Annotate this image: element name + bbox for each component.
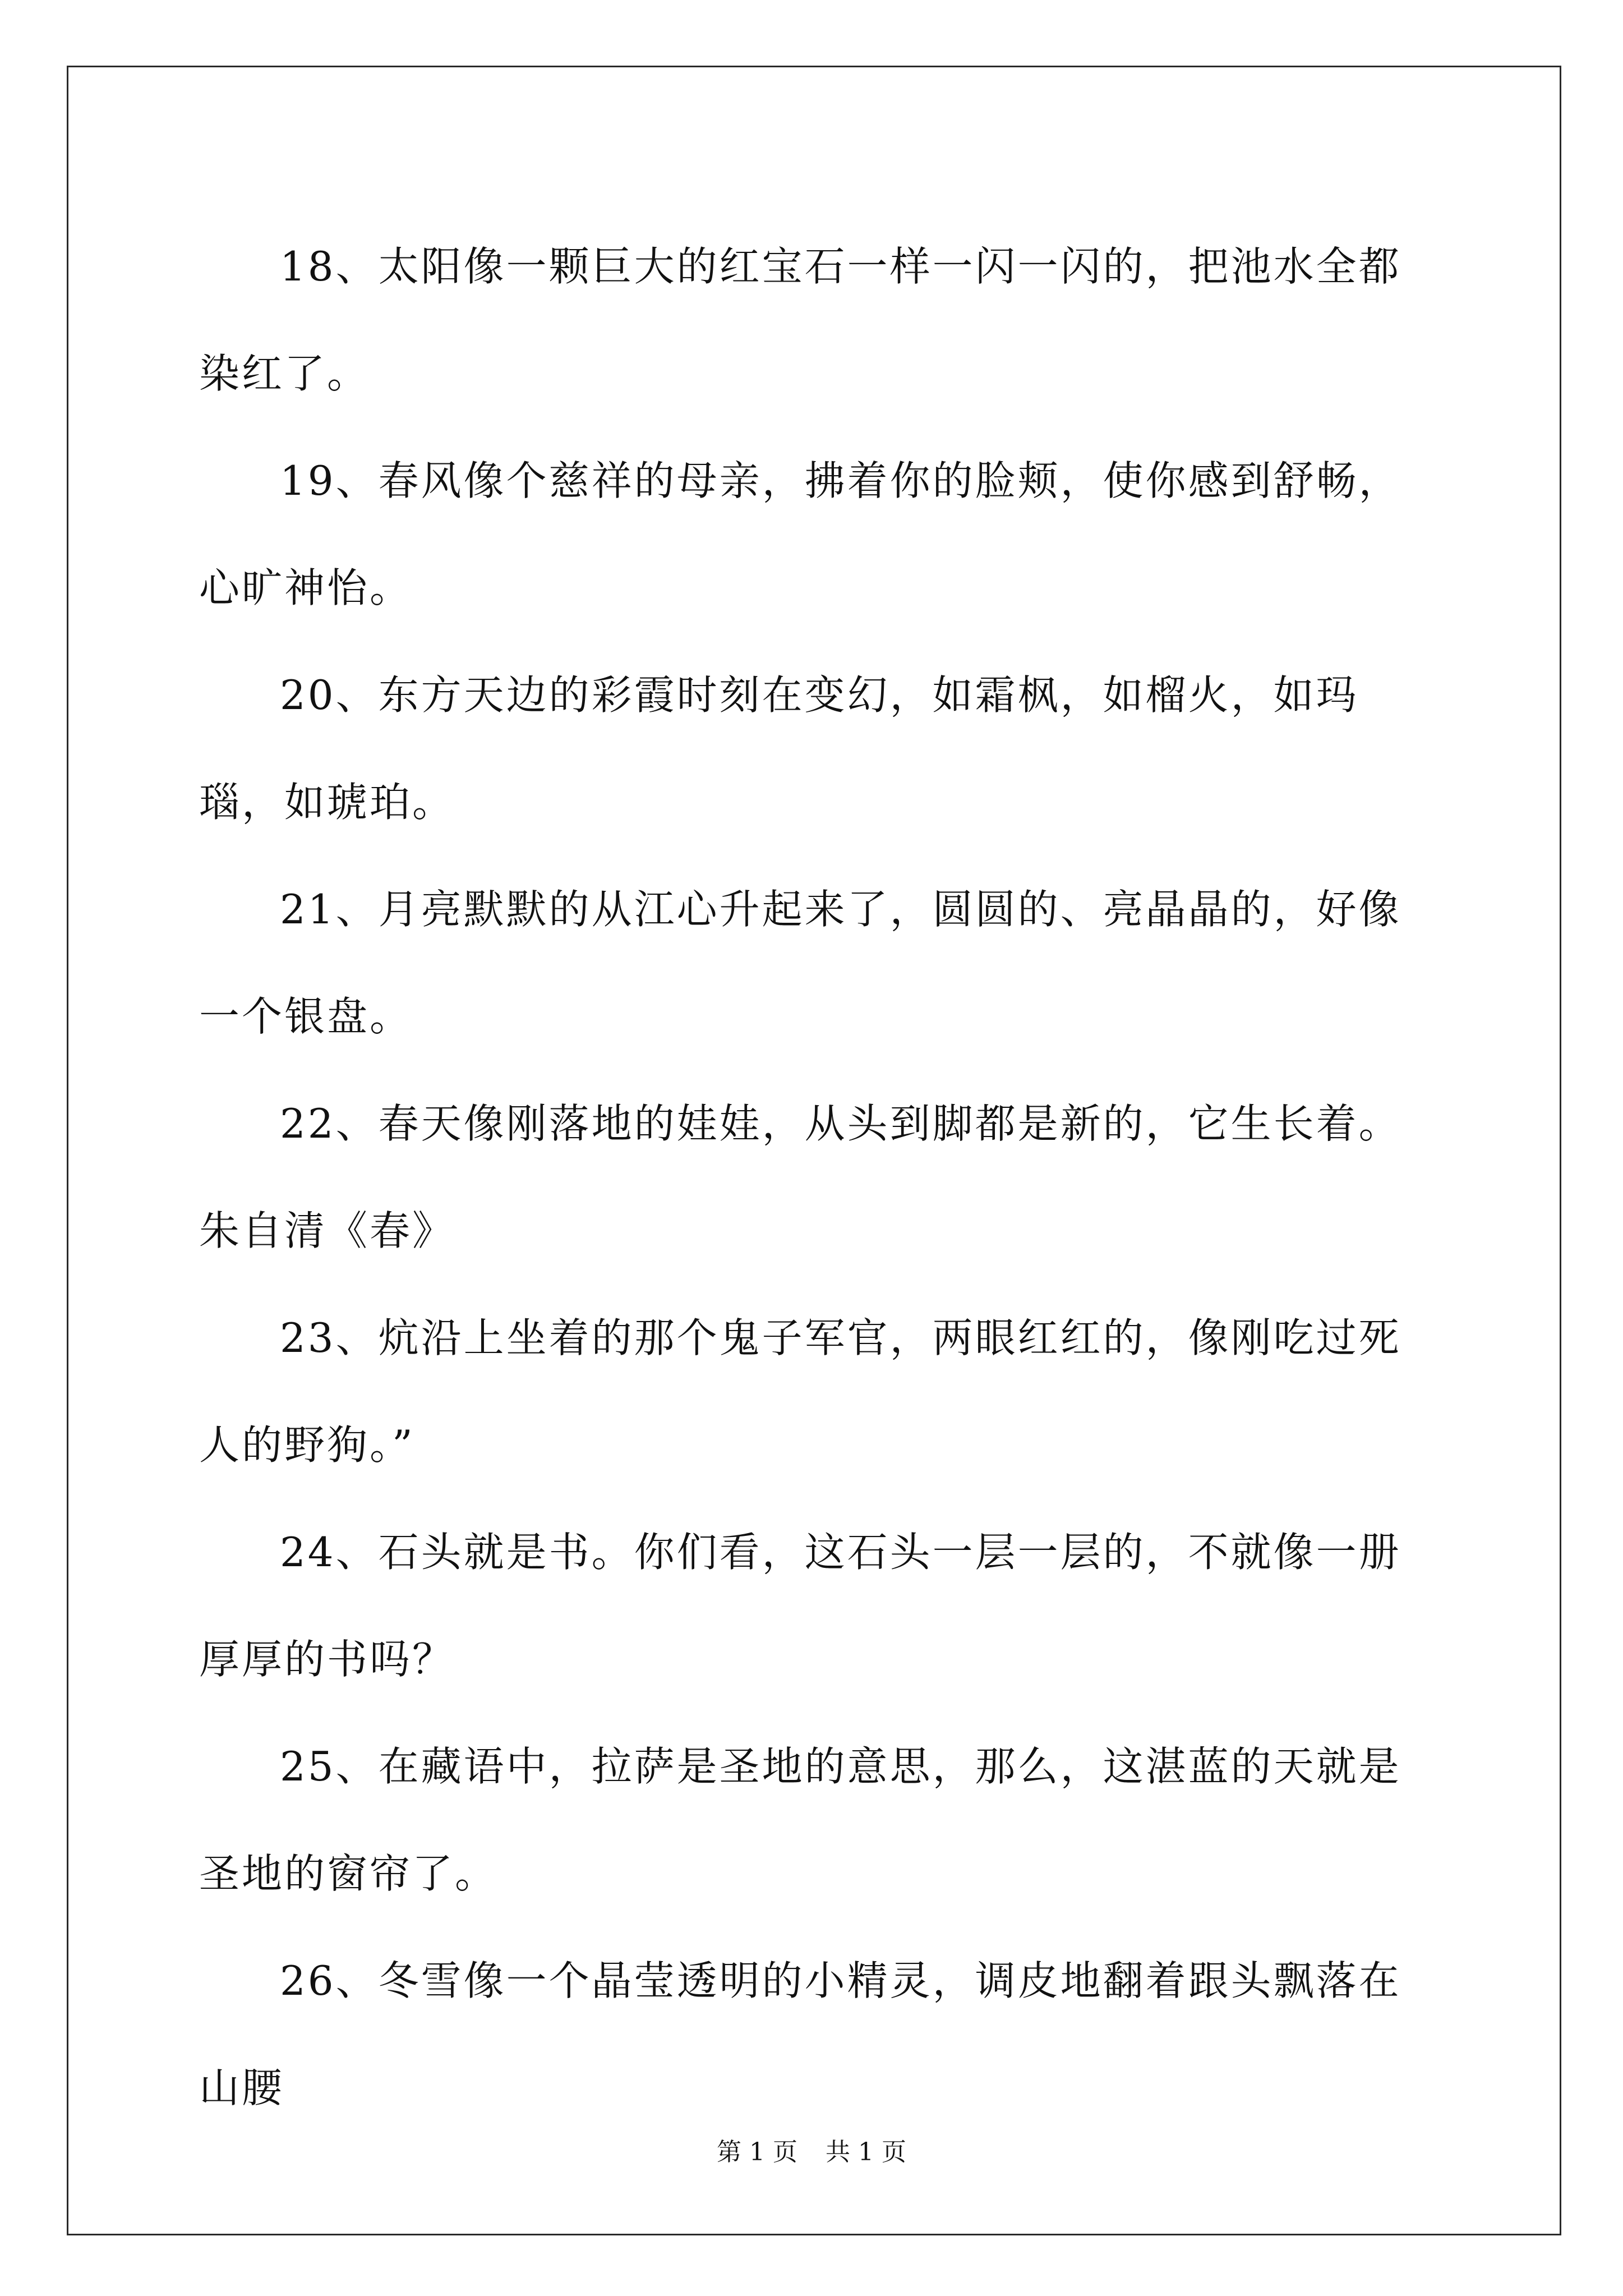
paragraph-24: 24、石头就是书。你们看，这石头一层一层的，不就像一册厚厚的书吗？ <box>199 1529 1401 1683</box>
page-total: 共 1 页 <box>826 2138 906 2166</box>
paragraph-18: 18、太阳像一颗巨大的红宝石一样一闪一闪的，把池水全都染红了。 <box>199 243 1401 397</box>
paragraph-26: 26、冬雪像一个晶莹透明的小精灵，调皮地翻着跟头飘落在山腰 <box>199 1957 1401 2111</box>
paragraph-22: 22、春天像刚落地的娃娃，从头到脚都是新的，它生长着。朱自清《春》 <box>199 1100 1401 1254</box>
paragraph-23: 23、炕沿上坐着的那个鬼子军官，两眼红红的，像刚吃过死人的野狗。” <box>199 1314 1401 1469</box>
document-body <box>199 213 1433 2142</box>
paragraph-19: 19、春风像个慈祥的母亲，拂着你的脸颊，使你感到舒畅，心旷神怡。 <box>199 457 1401 611</box>
page-footer <box>0 2132 1623 2168</box>
paragraph-21: 21、月亮默默的从江心升起来了，圆圆的、亮晶晶的，好像一个银盘。 <box>199 886 1401 1040</box>
paragraph-25: 25、在藏语中，拉萨是圣地的意思，那么，这湛蓝的天就是圣地的窗帘了。 <box>199 1743 1401 1897</box>
page-number: 第 1 页 <box>717 2138 797 2166</box>
paragraph-20: 20、东方天边的彩霞时刻在变幻，如霜枫，如榴火，如玛瑙，如琥珀。 <box>199 671 1359 826</box>
